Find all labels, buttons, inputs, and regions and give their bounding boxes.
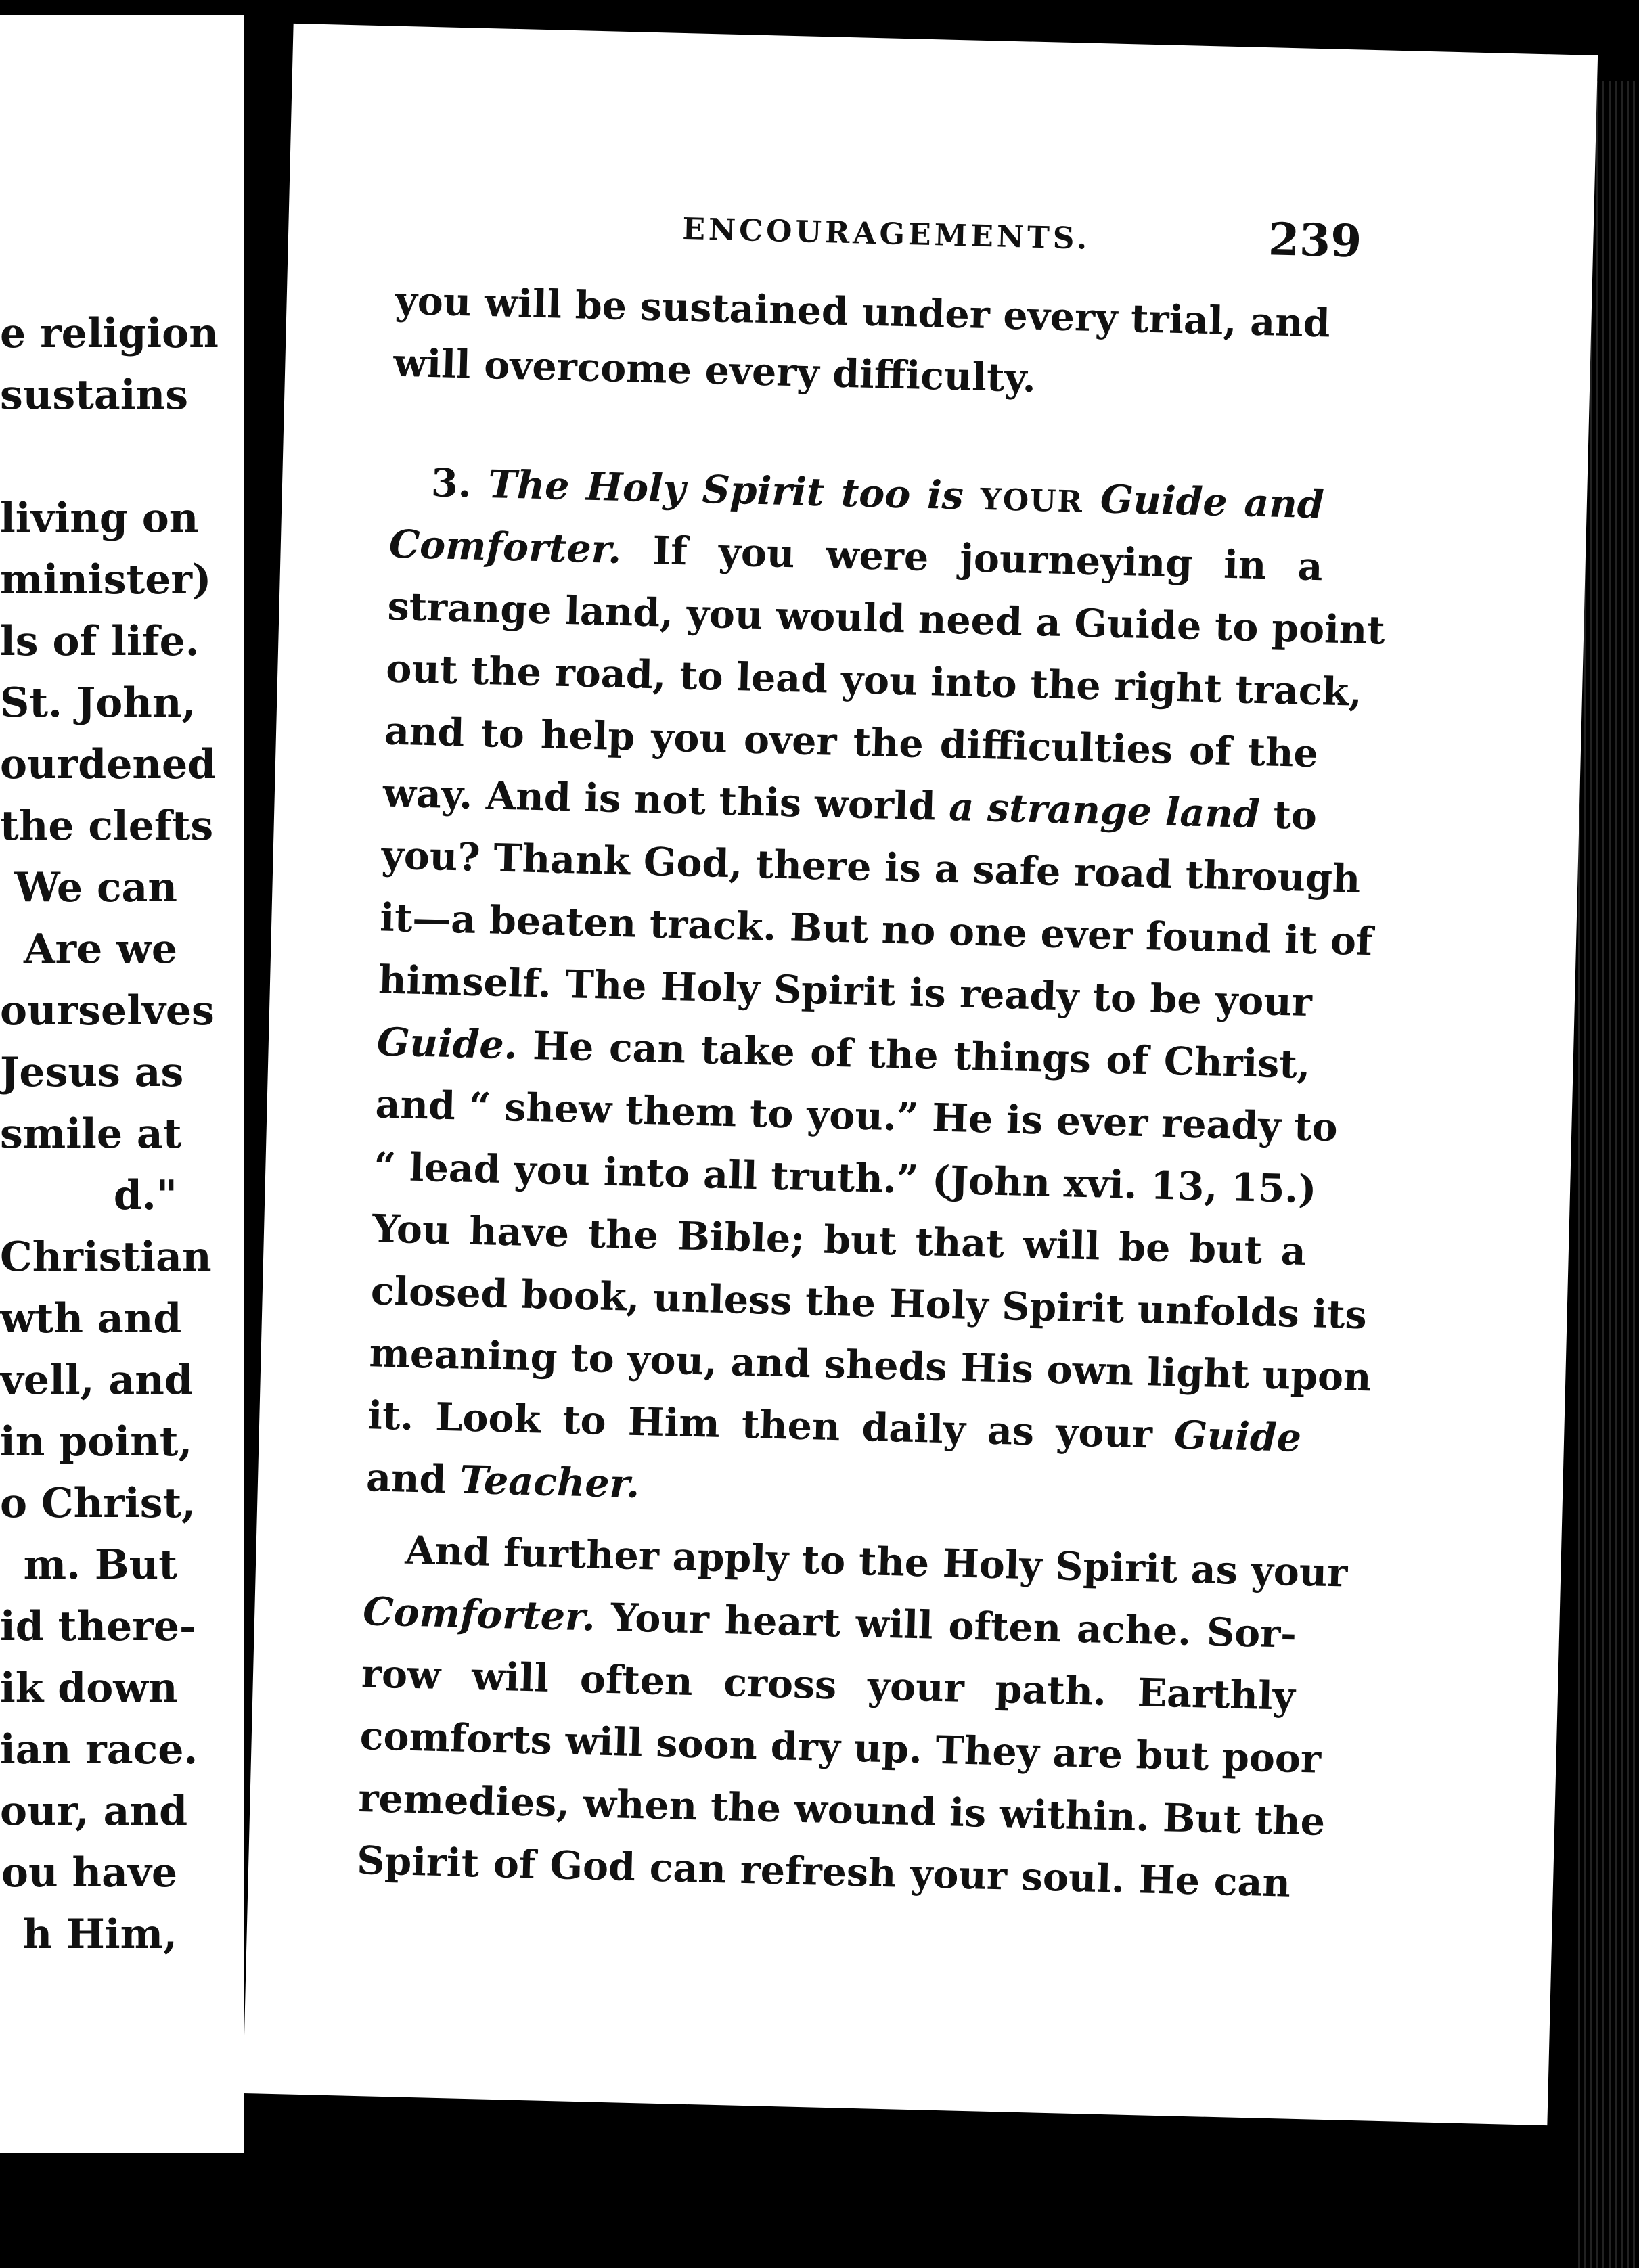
text-line: and “ shew them to you.” He is ever ready to [374, 1081, 1339, 1151]
left-line: St. John, [0, 679, 196, 727]
left-line: ourdened [0, 741, 217, 788]
left-line: sustains [0, 371, 188, 419]
text-run: it. Look to Him then daily as your [367, 1392, 1153, 1457]
left-line: o Christ, [0, 1480, 196, 1527]
text-line: you will be sustained under every trial, and [394, 277, 1331, 346]
left-line: ou have [1, 1849, 177, 1897]
text-line: remedies, when the wound is within. But the [357, 1775, 1326, 1844]
text-line: Spirit of God can refresh your soul. He can [356, 1838, 1291, 1906]
text-line: “ lead you into all truth.” (John xvi. 13, 15.) [373, 1143, 1318, 1212]
left-line: ik down [0, 1664, 178, 1712]
text-line: You have the Bible; but that will be but a [372, 1206, 1307, 1274]
left-line: wth and [0, 1295, 182, 1342]
text-run: If you were journeying in a [652, 528, 1324, 590]
text-line: strange land, you would need a Guide to point [386, 583, 1386, 654]
body-text [356, 270, 1386, 1915]
left-line: We can [14, 864, 177, 911]
text-line: row will often cross your path. Earthly [361, 1651, 1296, 1719]
left-line: our, and [0, 1788, 188, 1835]
left-line: ls of life. [0, 618, 200, 665]
text-line: closed book, unless the Holy Spirit unfolds its [370, 1268, 1368, 1338]
italic-text: Comforter. [362, 1589, 596, 1640]
left-line: e religion [0, 310, 219, 357]
text-run: way. And is not this world [382, 770, 937, 830]
page-number: 239 [1267, 212, 1363, 268]
left-line: living on [0, 495, 199, 542]
text-line: And further apply to the Holy Spirit as your [404, 1527, 1349, 1596]
italic-text: Guide [1173, 1412, 1302, 1461]
text-line: it—a beaten track. But no one ever found it of [379, 894, 1374, 965]
right-page [243, 24, 1598, 2125]
left-line: h Him, [22, 1911, 177, 1958]
italic-text: Guide and [1100, 476, 1325, 528]
text-line: will overcome every difficulty. [392, 340, 1037, 401]
section-number: 3. [430, 460, 472, 507]
left-line: ourselves [0, 987, 215, 1035]
left-line: m. But [23, 1541, 177, 1589]
left-line: Jesus as [0, 1049, 184, 1096]
italic-text: Guide. [376, 1019, 518, 1068]
left-line: the clefts [0, 802, 214, 850]
left-line: Christian [0, 1233, 212, 1281]
left-line: ian race. [0, 1726, 198, 1773]
italic-text: Comforter. [388, 521, 623, 572]
left-page [0, 15, 246, 2153]
left-page-text [0, 303, 219, 1966]
text-line: and to help you over the difficulties of the [384, 708, 1319, 777]
text-line: you? Thank God, there is a safe road through [380, 832, 1362, 902]
running-head: ENCOURAGEMENTS. [681, 212, 1091, 256]
italic-text: a strange land [948, 784, 1261, 838]
text-line: out the road, to lead you into the right track, [385, 645, 1363, 715]
left-line: minister) [0, 556, 212, 604]
text-run: to [1272, 792, 1318, 839]
left-line: vell, and [0, 1357, 193, 1404]
italic-text: The Holy Spirit too is [487, 461, 964, 519]
left-line: Are we [23, 926, 177, 973]
left-line: smile at [0, 1110, 182, 1158]
text-line: comforts will soon dry up. They are but poor [359, 1713, 1322, 1782]
left-line: in point, [0, 1418, 193, 1466]
smallcaps-text: YOUR [979, 482, 1084, 520]
text-run: and [365, 1455, 447, 1503]
italic-text: Teacher. [459, 1457, 641, 1507]
left-line: id there- [0, 1603, 196, 1650]
text-line: meaning to you, and sheds His own light upon [368, 1330, 1372, 1401]
text-run: Your heart will often ache. Sor- [610, 1595, 1297, 1657]
left-line: d." [113, 1172, 177, 1219]
left-line [0, 426, 177, 488]
text-run: He can take of the things of Christ, [532, 1023, 1311, 1088]
text-line: himself. The Holy Spirit is ready to be your [378, 957, 1313, 1026]
